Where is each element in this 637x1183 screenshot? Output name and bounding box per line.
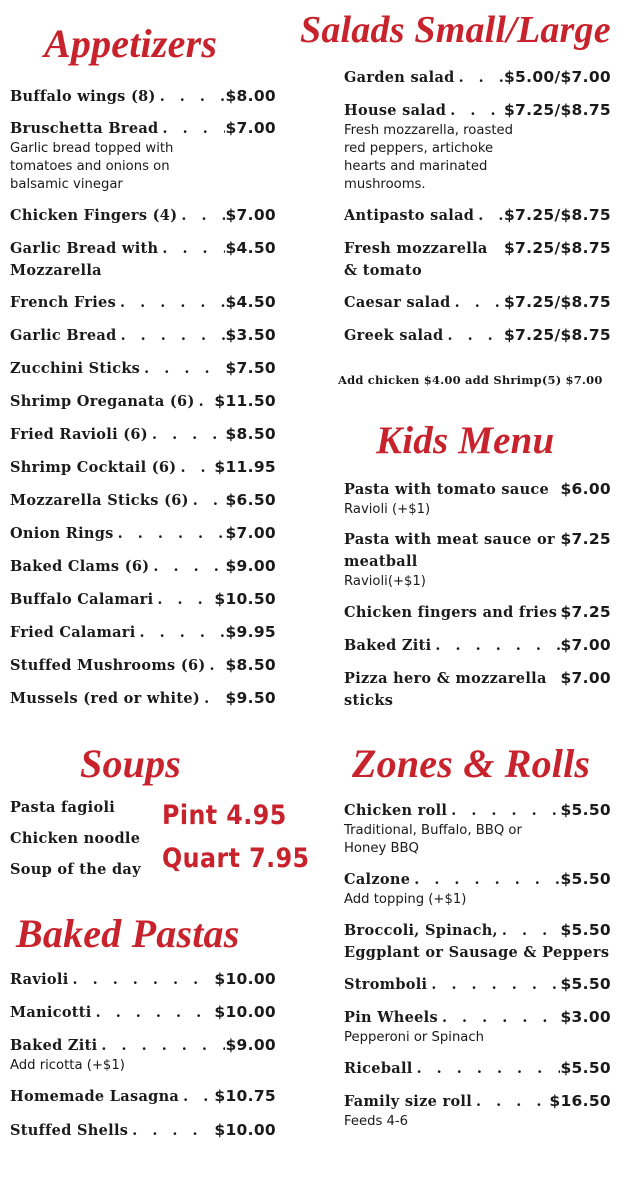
item-price: $9.00 xyxy=(225,557,276,575)
item-price: $7.00 xyxy=(225,524,276,542)
menu-item xyxy=(10,291,276,314)
item-price: $7.25/$8.75 xyxy=(503,239,611,257)
menu-item xyxy=(10,357,276,380)
item-name-continued: & tomato xyxy=(344,262,423,279)
kids-heading: Kids Menu xyxy=(376,419,555,462)
item-description: Pepperoni or Spinach xyxy=(344,1030,485,1045)
item-price: $5.00/$7.00 xyxy=(503,68,611,86)
pastas-heading: Baked Pastas xyxy=(16,911,240,956)
item-price: $3.00 xyxy=(560,1008,611,1026)
menu-item xyxy=(344,799,611,858)
item-name: Baked Clams (6) xyxy=(10,558,150,575)
menu-item xyxy=(10,555,276,578)
menu-item xyxy=(344,1057,611,1080)
menu-item xyxy=(344,324,611,347)
item-price: $10.00 xyxy=(214,1003,276,1021)
menu-item xyxy=(344,1006,611,1047)
item-name: Antipasto salad xyxy=(344,207,475,224)
item-price: $6.50 xyxy=(225,491,276,509)
soup-pint-price: Pint 4.95 xyxy=(162,800,287,831)
item-price: $7.25/$8.75 xyxy=(503,101,611,119)
item-name: Manicotti xyxy=(10,1004,92,1021)
item-name: Mozzarella Sticks (6) xyxy=(10,492,189,509)
menu-item xyxy=(10,117,276,194)
soups-heading: Soups xyxy=(80,741,182,786)
item-price: $16.50 xyxy=(549,1092,611,1110)
menu-item xyxy=(10,489,276,512)
menu-item xyxy=(10,456,276,479)
item-price: $7.25/$8.75 xyxy=(503,326,611,344)
item-name: Chicken fingers and fries xyxy=(344,604,558,621)
salad-addon-note: Add chicken $4.00 add Shrimp(5) $7.00 xyxy=(338,373,603,387)
item-name: Stuffed Shells xyxy=(10,1122,129,1139)
item-price: $10.75 xyxy=(214,1087,276,1105)
item-price: $8.50 xyxy=(225,656,276,674)
menu-item xyxy=(344,601,611,624)
item-price: $11.95 xyxy=(214,458,276,476)
menu-item xyxy=(344,868,611,909)
menu-item xyxy=(10,390,276,413)
item-name: Riceball xyxy=(344,1060,413,1077)
item-price: $5.50 xyxy=(560,801,611,819)
item-description: Add ricotta (+$1) xyxy=(10,1058,125,1073)
menu-item xyxy=(10,1119,276,1142)
item-name: Homemade Lasagna xyxy=(10,1088,180,1105)
item-price: $7.00 xyxy=(560,636,611,654)
item-name: Fried Calamari xyxy=(10,624,136,641)
item-price: $11.50 xyxy=(214,392,276,410)
menu-item xyxy=(10,968,276,991)
menu-item xyxy=(344,973,611,996)
menu-item xyxy=(10,621,276,644)
item-description: Ravioli(+$1) xyxy=(344,574,426,589)
item-name: French Fries xyxy=(10,294,117,311)
item-price: $8.50 xyxy=(225,425,276,443)
item-price: $7.25 xyxy=(560,603,611,621)
menu-item xyxy=(344,99,611,194)
item-name: House salad xyxy=(344,102,447,119)
item-description: Garlic bread topped with tomatoes and onions on balsamic vinegar xyxy=(10,141,174,192)
soup-quart-price: Quart 7.95 xyxy=(162,843,310,874)
item-name: Broccoli, Spinach, xyxy=(344,922,498,939)
item-name: Zucchini Sticks xyxy=(10,360,141,377)
item-name: Garden salad xyxy=(344,69,455,86)
item-name: Fresh mozzarella xyxy=(344,240,488,257)
item-price: $6.00 xyxy=(560,480,611,498)
item-name: Bruschetta Bread xyxy=(10,120,159,137)
menu-item xyxy=(344,291,611,314)
menu-item xyxy=(344,1090,611,1131)
item-name-continued: Mozzarella xyxy=(10,262,102,279)
menu-item xyxy=(10,1001,276,1024)
soup-item: Pasta fagioli xyxy=(10,799,116,816)
item-name: Fried Ravioli (6) xyxy=(10,426,148,443)
menu-item xyxy=(344,478,611,519)
item-name: Stromboli xyxy=(344,976,428,993)
menu-item xyxy=(10,687,276,710)
menu-item xyxy=(10,522,276,545)
menu-item xyxy=(344,634,611,657)
item-price: $5.50 xyxy=(560,921,611,939)
item-price: $5.50 xyxy=(560,1059,611,1077)
menu-item xyxy=(10,654,276,677)
menu-item xyxy=(344,237,611,282)
menu-item xyxy=(10,1034,276,1075)
appetizers-heading: Appetizers xyxy=(44,21,218,66)
menu-item xyxy=(344,204,611,227)
item-price: $7.25/$8.75 xyxy=(503,206,611,224)
item-name: Onion Rings xyxy=(10,525,114,542)
item-price: $10.50 xyxy=(214,590,276,608)
item-name: Buffalo wings (8) xyxy=(10,88,156,105)
item-name-continued: sticks xyxy=(344,692,394,709)
menu-item xyxy=(344,66,611,89)
menu-item xyxy=(344,919,611,964)
menu-item xyxy=(10,237,276,282)
item-name: Buffalo Calamari xyxy=(10,591,154,608)
zones-heading: Zones & Rolls xyxy=(352,741,591,786)
menu-item xyxy=(344,528,611,591)
menu-item xyxy=(10,423,276,446)
item-description: Feeds 4-6 xyxy=(344,1114,409,1129)
item-name: Caesar salad xyxy=(344,294,451,311)
item-name: Shrimp Cocktail (6) xyxy=(10,459,177,476)
soup-item: Soup of the day xyxy=(10,861,141,878)
item-price: $7.25 xyxy=(560,530,611,548)
item-price: $7.00 xyxy=(225,206,276,224)
item-description: Ravioli (+$1) xyxy=(344,502,431,517)
menu-item xyxy=(10,1085,276,1108)
item-name: Baked Ziti xyxy=(344,637,432,654)
item-name-continued: Eggplant or Sausage & Peppers xyxy=(344,944,610,961)
item-name: Pasta with meat sauce or xyxy=(344,531,555,548)
item-price: $4.50 xyxy=(225,293,276,311)
item-price: $5.50 xyxy=(560,870,611,888)
item-price: $9.95 xyxy=(225,623,276,641)
item-name: Baked Ziti xyxy=(10,1037,98,1054)
item-name: Family size roll xyxy=(344,1093,473,1110)
item-price: $5.50 xyxy=(560,975,611,993)
item-price: $9.00 xyxy=(225,1036,276,1054)
item-price: $3.50 xyxy=(225,326,276,344)
item-description: Fresh mozzarella, roasted red peppers, artichoke hearts and marinated mushrooms. xyxy=(344,123,513,192)
item-name: Chicken Fingers (4) xyxy=(10,207,178,224)
item-name: Pizza hero & mozzarella xyxy=(344,670,547,687)
item-name: Stuffed Mushrooms (6) xyxy=(10,657,206,674)
menu-item xyxy=(10,204,276,227)
menu-item xyxy=(344,667,611,712)
item-price: $7.25/$8.75 xyxy=(503,293,611,311)
item-name: Shrimp Oreganata (6) xyxy=(10,393,195,410)
item-price: $9.50 xyxy=(225,689,276,707)
item-price: $10.00 xyxy=(214,1121,276,1139)
item-name: Mussels (red or white) xyxy=(10,690,201,707)
item-name: Pasta with tomato sauce xyxy=(344,481,550,498)
soup-item: Chicken noodle xyxy=(10,830,141,847)
item-name: Calzone xyxy=(344,871,411,888)
salads-heading: Salads Small/Large xyxy=(300,9,611,51)
item-name: Chicken roll xyxy=(344,802,448,819)
item-name: Ravioli xyxy=(10,971,69,988)
menu-item xyxy=(10,588,276,611)
item-price: $8.00 xyxy=(225,87,276,105)
item-description: Traditional, Buffalo, BBQ or Honey BBQ xyxy=(344,823,522,856)
item-price: $7.00 xyxy=(560,669,611,687)
item-name-continued: meatball xyxy=(344,553,418,570)
item-name: Pin Wheels xyxy=(344,1009,438,1026)
item-price: $10.00 xyxy=(214,970,276,988)
item-name: Greek salad xyxy=(344,327,444,344)
item-name: Garlic Bread xyxy=(10,327,117,344)
menu-item xyxy=(10,324,276,347)
item-price: $4.50 xyxy=(225,239,276,257)
menu-item xyxy=(10,85,276,108)
item-description: Add topping (+$1) xyxy=(344,892,467,907)
item-name: Garlic Bread with xyxy=(10,240,159,257)
item-price: $7.00 xyxy=(225,119,276,137)
item-price: $7.50 xyxy=(225,359,276,377)
